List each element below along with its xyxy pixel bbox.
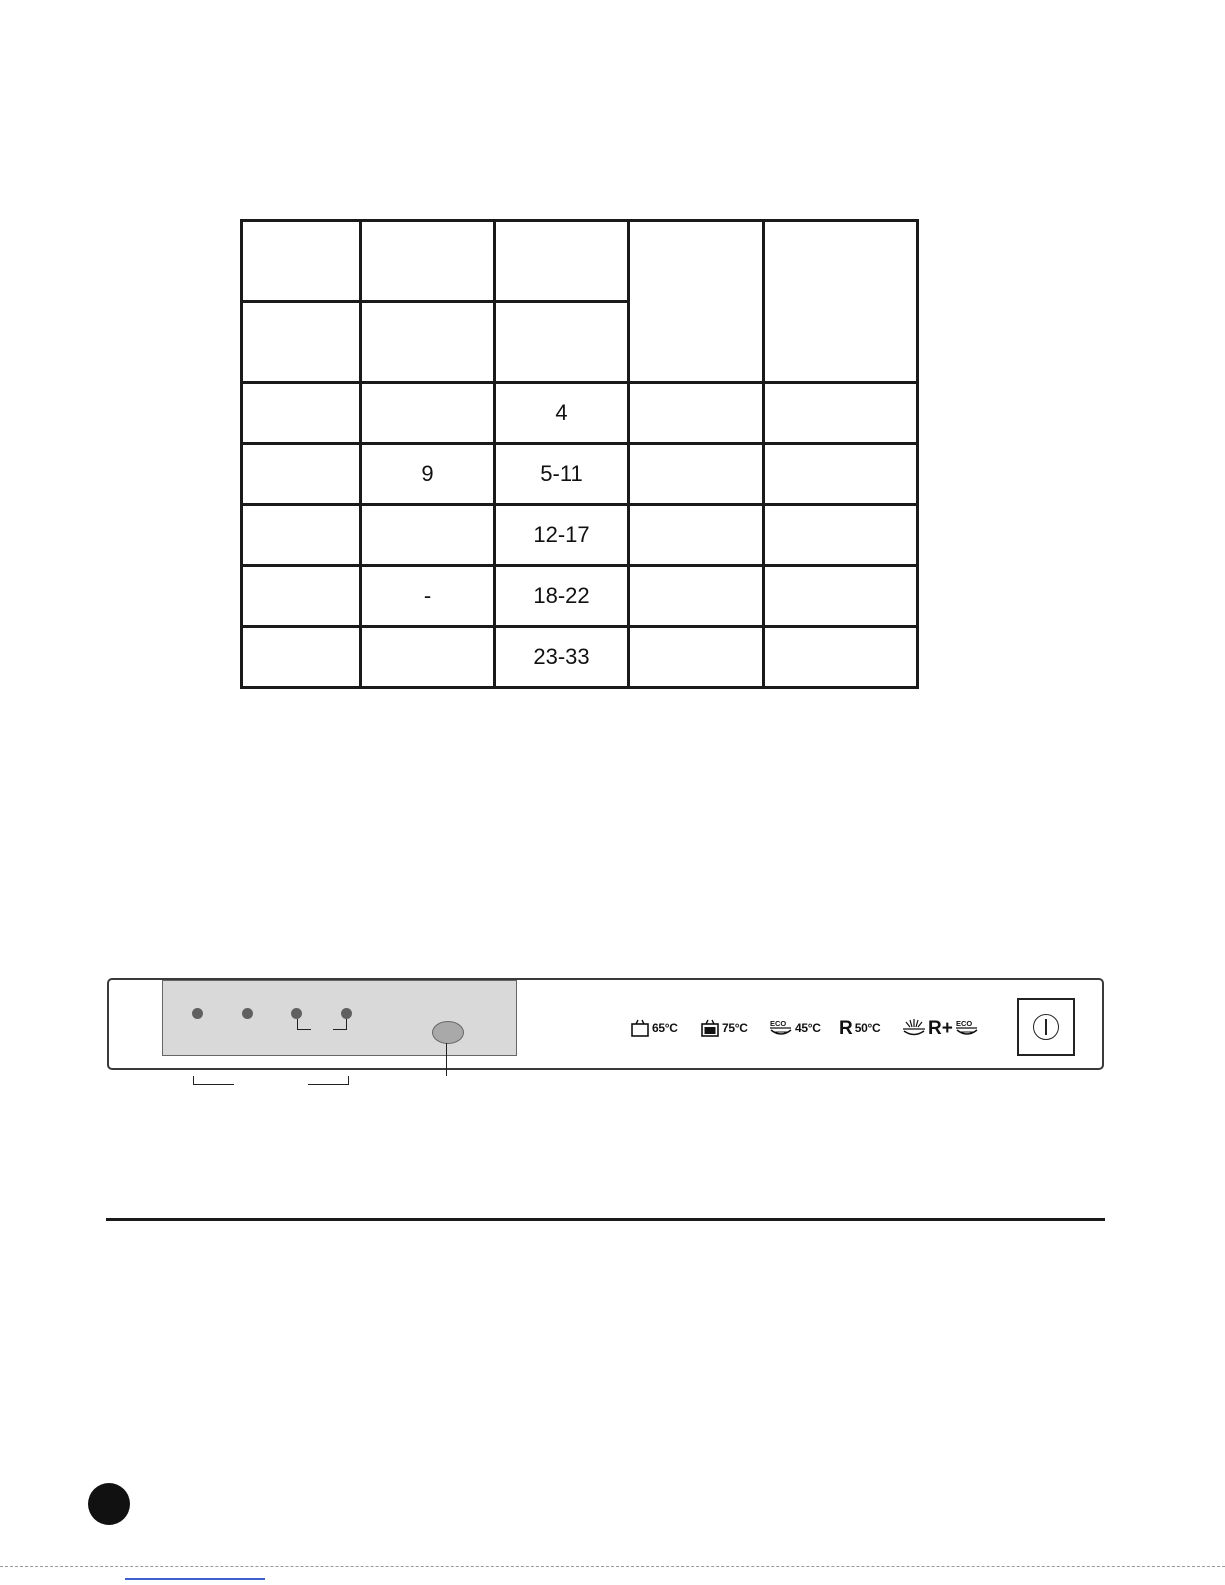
pointer-line xyxy=(446,1043,447,1076)
table-cell: 4 xyxy=(495,383,629,444)
eco-bowl-icon xyxy=(769,1018,793,1038)
program-temp: 75°C xyxy=(722,1021,748,1035)
table-row xyxy=(242,383,918,444)
program-select-button[interactable] xyxy=(432,1021,464,1044)
section-divider xyxy=(106,1218,1105,1221)
program-temp: 65°C xyxy=(652,1021,678,1035)
page-edge xyxy=(0,1566,1225,1567)
table-row xyxy=(242,627,918,688)
power-button[interactable] xyxy=(1017,998,1075,1056)
program-letter: R+ xyxy=(928,1017,953,1039)
program-temp: 50°C xyxy=(854,1021,881,1035)
page-number-badge xyxy=(88,1483,130,1525)
indicator-led xyxy=(291,1008,302,1019)
table-header-row xyxy=(242,221,918,302)
eco-bowl-icon xyxy=(955,1018,979,1038)
led-bracket-right xyxy=(333,1019,347,1030)
hardness-table xyxy=(240,219,919,689)
indicator-led xyxy=(192,1008,203,1019)
led-group-bracket-left xyxy=(193,1076,234,1085)
table-cell xyxy=(361,383,495,444)
header-cell xyxy=(361,221,495,302)
indicator-display xyxy=(162,980,517,1056)
filled-pot-icon xyxy=(700,1018,720,1038)
table-cell xyxy=(242,444,361,505)
table-cell: 5-11 xyxy=(495,444,629,505)
table-cell: - xyxy=(361,566,495,627)
indicator-led xyxy=(242,1008,253,1019)
table-cell xyxy=(629,383,764,444)
table-cell xyxy=(764,444,918,505)
table-cell: 18-22 xyxy=(495,566,629,627)
header-cell xyxy=(764,221,918,383)
table-cell xyxy=(764,383,918,444)
table-cell: 12-17 xyxy=(495,505,629,566)
led-group-bracket-right xyxy=(308,1076,349,1085)
table-cell xyxy=(361,627,495,688)
header-cell xyxy=(242,221,361,302)
program-eco[interactable] xyxy=(769,1016,821,1040)
header-cell xyxy=(495,221,629,302)
table-cell: 9 xyxy=(361,444,495,505)
pot-icon xyxy=(630,1018,650,1038)
svg-text:ECO: ECO xyxy=(770,1019,787,1028)
table-cell xyxy=(629,444,764,505)
program-heavy[interactable] xyxy=(700,1016,748,1040)
table-cell xyxy=(242,505,361,566)
table-cell xyxy=(242,383,361,444)
header-cell xyxy=(629,221,764,383)
table-cell xyxy=(242,566,361,627)
table-cell xyxy=(629,627,764,688)
table-cell xyxy=(361,505,495,566)
table-cell xyxy=(629,505,764,566)
table-cell xyxy=(764,566,918,627)
table-cell xyxy=(764,505,918,566)
table-cell xyxy=(242,627,361,688)
program-rinse-eco[interactable] xyxy=(902,1016,979,1040)
table-row xyxy=(242,505,918,566)
program-rapid[interactable] xyxy=(839,1016,880,1040)
table-row xyxy=(242,444,918,505)
indicator-led xyxy=(341,1008,352,1019)
program-temp: 45°C xyxy=(795,1021,821,1035)
program-intensive[interactable] xyxy=(630,1016,678,1040)
table-row xyxy=(242,566,918,627)
table-cell xyxy=(764,627,918,688)
table-cell xyxy=(629,566,764,627)
table-cell: 23-33 xyxy=(495,627,629,688)
link-underline[interactable] xyxy=(125,1578,265,1580)
rinse-spray-icon xyxy=(902,1018,926,1038)
led-bracket-left xyxy=(297,1019,311,1030)
header-cell xyxy=(242,302,361,383)
power-icon-bar xyxy=(1045,1019,1047,1035)
svg-text:ECO: ECO xyxy=(955,1019,973,1028)
program-letter: R xyxy=(839,1017,853,1039)
header-cell xyxy=(361,302,495,383)
header-cell xyxy=(495,302,629,383)
